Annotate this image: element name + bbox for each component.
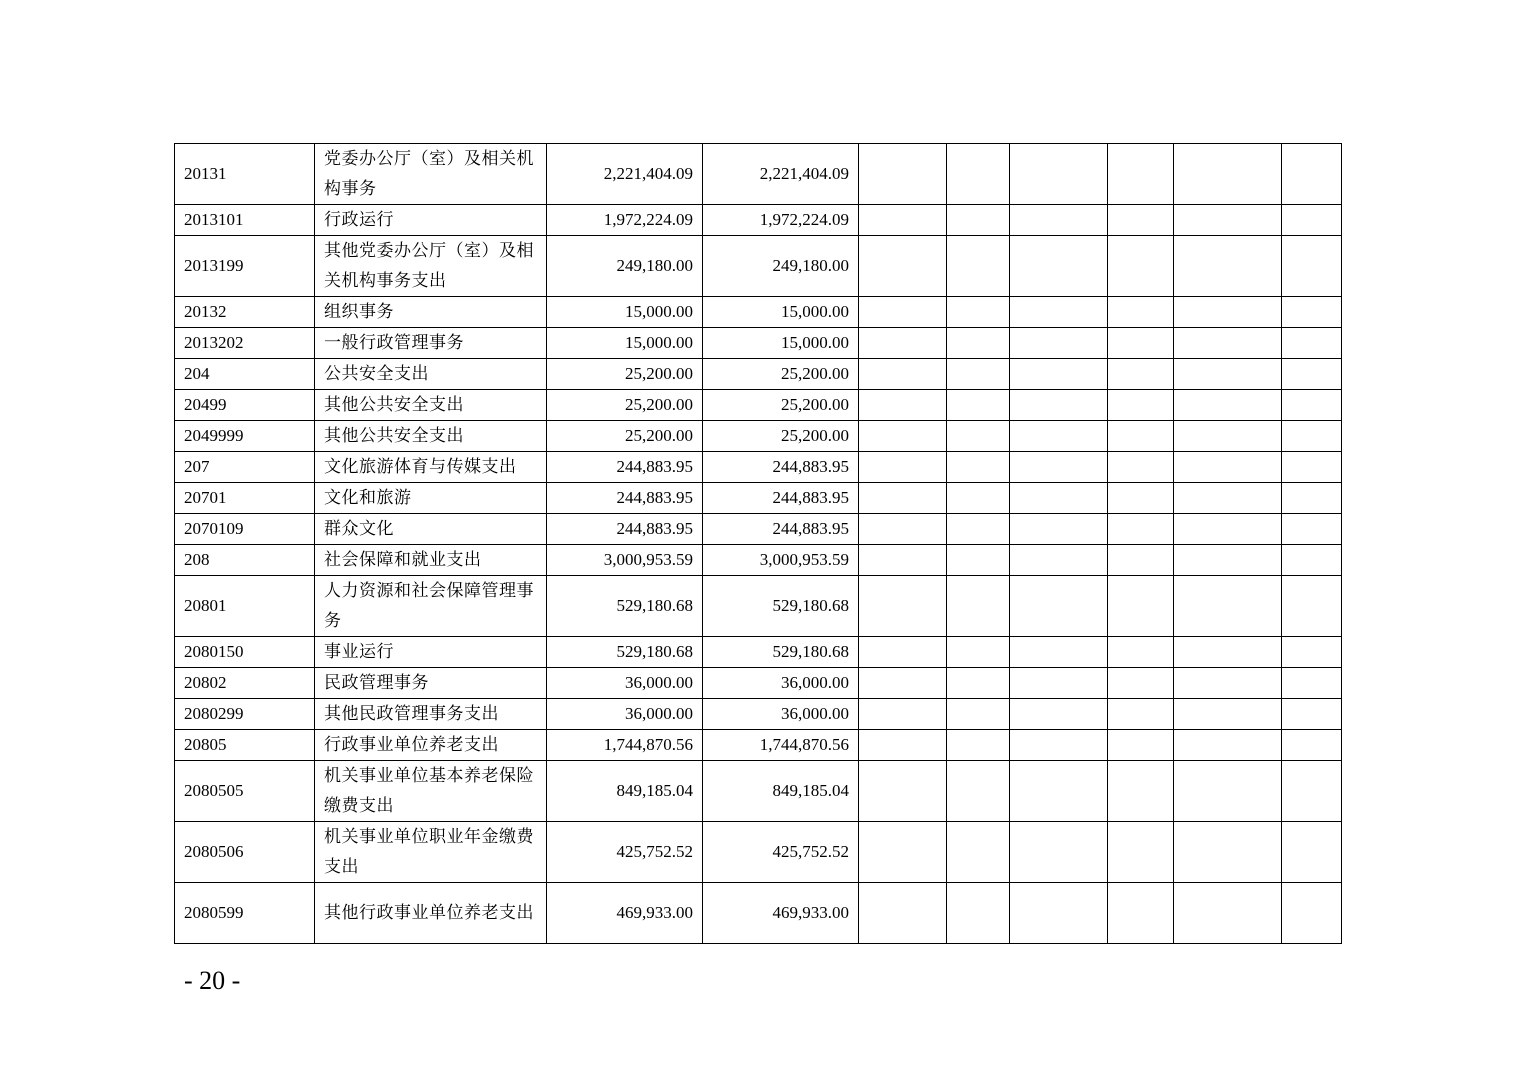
- function-name-cell: 机关事业单位职业年金缴费支出: [315, 822, 547, 883]
- empty-cell: [1010, 883, 1108, 944]
- empty-cell: [947, 637, 1010, 668]
- empty-cell: [859, 236, 947, 297]
- empty-cell: [1010, 297, 1108, 328]
- empty-cell: [1282, 576, 1342, 637]
- empty-cell: [947, 822, 1010, 883]
- basic-expenditure-cell: 25,200.00: [703, 359, 859, 390]
- total-amount-cell: 425,752.52: [547, 822, 703, 883]
- function-code-cell: 2049999: [175, 421, 315, 452]
- total-amount-cell: 36,000.00: [547, 668, 703, 699]
- total-amount-cell: 3,000,953.59: [547, 545, 703, 576]
- function-code-cell: 20131: [175, 144, 315, 205]
- table-row: [175, 761, 1342, 822]
- total-amount-cell: 244,883.95: [547, 514, 703, 545]
- empty-cell: [1174, 668, 1282, 699]
- empty-cell: [1282, 205, 1342, 236]
- function-code-cell: 20132: [175, 297, 315, 328]
- empty-cell: [1174, 730, 1282, 761]
- total-amount-cell: 529,180.68: [547, 576, 703, 637]
- empty-cell: [947, 328, 1010, 359]
- empty-cell: [1010, 545, 1108, 576]
- empty-cell: [1282, 297, 1342, 328]
- empty-cell: [1174, 328, 1282, 359]
- empty-cell: [1108, 359, 1174, 390]
- empty-cell: [947, 421, 1010, 452]
- basic-expenditure-cell: 849,185.04: [703, 761, 859, 822]
- basic-expenditure-cell: 25,200.00: [703, 390, 859, 421]
- empty-cell: [1010, 390, 1108, 421]
- empty-cell: [1174, 452, 1282, 483]
- table-row: [175, 822, 1342, 883]
- function-name-cell: 其他民政管理事务支出: [315, 699, 547, 730]
- function-code-cell: 2013199: [175, 236, 315, 297]
- empty-cell: [1282, 514, 1342, 545]
- empty-cell: [1108, 514, 1174, 545]
- empty-cell: [1010, 421, 1108, 452]
- empty-cell: [947, 297, 1010, 328]
- empty-cell: [1010, 668, 1108, 699]
- total-amount-cell: 15,000.00: [547, 297, 703, 328]
- empty-cell: [1010, 452, 1108, 483]
- empty-cell: [947, 668, 1010, 699]
- basic-expenditure-cell: 3,000,953.59: [703, 545, 859, 576]
- empty-cell: [1108, 421, 1174, 452]
- empty-cell: [1108, 328, 1174, 359]
- function-name-cell: 事业运行: [315, 637, 547, 668]
- function-name-cell: 党委办公厅（室）及相关机构事务: [315, 144, 547, 205]
- total-amount-cell: 244,883.95: [547, 452, 703, 483]
- basic-expenditure-cell: 1,744,870.56: [703, 730, 859, 761]
- basic-expenditure-cell: 2,221,404.09: [703, 144, 859, 205]
- function-name-cell: 社会保障和就业支出: [315, 545, 547, 576]
- budget-table: [174, 143, 1342, 944]
- empty-cell: [859, 576, 947, 637]
- empty-cell: [1174, 576, 1282, 637]
- total-amount-cell: 1,972,224.09: [547, 205, 703, 236]
- empty-cell: [947, 545, 1010, 576]
- empty-cell: [1174, 359, 1282, 390]
- empty-cell: [1108, 668, 1174, 699]
- function-code-cell: 2070109: [175, 514, 315, 545]
- empty-cell: [1108, 545, 1174, 576]
- empty-cell: [947, 483, 1010, 514]
- empty-cell: [859, 328, 947, 359]
- function-name-cell: 其他党委办公厅（室）及相关机构事务支出: [315, 236, 547, 297]
- empty-cell: [859, 421, 947, 452]
- empty-cell: [1108, 236, 1174, 297]
- empty-cell: [947, 699, 1010, 730]
- empty-cell: [1174, 637, 1282, 668]
- empty-cell: [1174, 144, 1282, 205]
- empty-cell: [1174, 699, 1282, 730]
- empty-cell: [1282, 761, 1342, 822]
- empty-cell: [1174, 883, 1282, 944]
- empty-cell: [1282, 452, 1342, 483]
- function-name-cell: 机关事业单位基本养老保险缴费支出: [315, 761, 547, 822]
- empty-cell: [1010, 576, 1108, 637]
- empty-cell: [1108, 883, 1174, 944]
- function-code-cell: 2013202: [175, 328, 315, 359]
- empty-cell: [1010, 699, 1108, 730]
- empty-cell: [1282, 668, 1342, 699]
- empty-cell: [1010, 328, 1108, 359]
- empty-cell: [1282, 390, 1342, 421]
- total-amount-cell: 529,180.68: [547, 637, 703, 668]
- function-name-cell: 组织事务: [315, 297, 547, 328]
- function-code-cell: 20801: [175, 576, 315, 637]
- empty-cell: [947, 359, 1010, 390]
- function-code-cell: 2080150: [175, 637, 315, 668]
- empty-cell: [1108, 637, 1174, 668]
- empty-cell: [1282, 236, 1342, 297]
- empty-cell: [1108, 452, 1174, 483]
- table-row: [175, 236, 1342, 297]
- empty-cell: [1108, 297, 1174, 328]
- function-code-cell: 2080506: [175, 822, 315, 883]
- function-name-cell: 其他公共安全支出: [315, 421, 547, 452]
- table-row: [175, 205, 1342, 236]
- function-code-cell: 2080505: [175, 761, 315, 822]
- empty-cell: [1174, 236, 1282, 297]
- table-row: [175, 390, 1342, 421]
- function-code-cell: 2080299: [175, 699, 315, 730]
- function-code-cell: 2080599: [175, 883, 315, 944]
- total-amount-cell: 849,185.04: [547, 761, 703, 822]
- empty-cell: [859, 144, 947, 205]
- function-name-cell: 文化和旅游: [315, 483, 547, 514]
- table-body: [175, 144, 1342, 944]
- empty-cell: [1174, 822, 1282, 883]
- table-row: [175, 545, 1342, 576]
- empty-cell: [947, 236, 1010, 297]
- empty-cell: [947, 144, 1010, 205]
- table-row: [175, 730, 1342, 761]
- empty-cell: [859, 390, 947, 421]
- table-row: [175, 452, 1342, 483]
- empty-cell: [1108, 576, 1174, 637]
- basic-expenditure-cell: 244,883.95: [703, 514, 859, 545]
- empty-cell: [1108, 483, 1174, 514]
- total-amount-cell: 36,000.00: [547, 699, 703, 730]
- empty-cell: [859, 761, 947, 822]
- function-code-cell: 20805: [175, 730, 315, 761]
- empty-cell: [1174, 390, 1282, 421]
- empty-cell: [947, 390, 1010, 421]
- total-amount-cell: 244,883.95: [547, 483, 703, 514]
- table-row: [175, 699, 1342, 730]
- empty-cell: [1108, 761, 1174, 822]
- empty-cell: [1010, 483, 1108, 514]
- empty-cell: [1282, 730, 1342, 761]
- function-name-cell: 公共安全支出: [315, 359, 547, 390]
- table-row: [175, 359, 1342, 390]
- empty-cell: [859, 359, 947, 390]
- empty-cell: [947, 761, 1010, 822]
- total-amount-cell: 25,200.00: [547, 421, 703, 452]
- empty-cell: [1108, 390, 1174, 421]
- function-name-cell: 行政运行: [315, 205, 547, 236]
- table-row: [175, 144, 1342, 205]
- function-code-cell: 204: [175, 359, 315, 390]
- total-amount-cell: 2,221,404.09: [547, 144, 703, 205]
- function-name-cell: 一般行政管理事务: [315, 328, 547, 359]
- function-code-cell: 2013101: [175, 205, 315, 236]
- empty-cell: [1282, 883, 1342, 944]
- basic-expenditure-cell: 249,180.00: [703, 236, 859, 297]
- empty-cell: [1174, 297, 1282, 328]
- empty-cell: [1282, 483, 1342, 514]
- empty-cell: [1108, 144, 1174, 205]
- empty-cell: [1174, 545, 1282, 576]
- table-row: [175, 421, 1342, 452]
- table-row: [175, 328, 1342, 359]
- function-name-cell: 民政管理事务: [315, 668, 547, 699]
- empty-cell: [1174, 205, 1282, 236]
- basic-expenditure-cell: 529,180.68: [703, 637, 859, 668]
- empty-cell: [1174, 514, 1282, 545]
- table-row: [175, 668, 1342, 699]
- basic-expenditure-cell: 425,752.52: [703, 822, 859, 883]
- empty-cell: [859, 883, 947, 944]
- empty-cell: [1282, 144, 1342, 205]
- total-amount-cell: 249,180.00: [547, 236, 703, 297]
- function-name-cell: 其他公共安全支出: [315, 390, 547, 421]
- empty-cell: [1282, 359, 1342, 390]
- empty-cell: [859, 730, 947, 761]
- function-code-cell: 208: [175, 545, 315, 576]
- basic-expenditure-cell: 15,000.00: [703, 297, 859, 328]
- function-code-cell: 207: [175, 452, 315, 483]
- total-amount-cell: 1,744,870.56: [547, 730, 703, 761]
- basic-expenditure-cell: 244,883.95: [703, 483, 859, 514]
- empty-cell: [1010, 359, 1108, 390]
- empty-cell: [859, 297, 947, 328]
- empty-cell: [1174, 761, 1282, 822]
- basic-expenditure-cell: 36,000.00: [703, 699, 859, 730]
- empty-cell: [859, 822, 947, 883]
- function-name-cell: 人力资源和社会保障管理事务: [315, 576, 547, 637]
- empty-cell: [859, 545, 947, 576]
- empty-cell: [1010, 761, 1108, 822]
- table-row: [175, 637, 1342, 668]
- empty-cell: [859, 452, 947, 483]
- empty-cell: [1174, 421, 1282, 452]
- function-code-cell: 20701: [175, 483, 315, 514]
- empty-cell: [1108, 699, 1174, 730]
- empty-cell: [947, 452, 1010, 483]
- empty-cell: [947, 730, 1010, 761]
- empty-cell: [859, 637, 947, 668]
- empty-cell: [1282, 545, 1342, 576]
- empty-cell: [1108, 205, 1174, 236]
- function-name-cell: 行政事业单位养老支出: [315, 730, 547, 761]
- basic-expenditure-cell: 469,933.00: [703, 883, 859, 944]
- function-name-cell: 其他行政事业单位养老支出: [315, 883, 547, 944]
- function-code-cell: 20802: [175, 668, 315, 699]
- total-amount-cell: 15,000.00: [547, 328, 703, 359]
- basic-expenditure-cell: 25,200.00: [703, 421, 859, 452]
- empty-cell: [1010, 730, 1108, 761]
- empty-cell: [1282, 328, 1342, 359]
- empty-cell: [1282, 822, 1342, 883]
- function-name-cell: 群众文化: [315, 514, 547, 545]
- empty-cell: [859, 668, 947, 699]
- page-number: - 20 -: [184, 966, 241, 995]
- empty-cell: [947, 576, 1010, 637]
- empty-cell: [1010, 205, 1108, 236]
- empty-cell: [1010, 514, 1108, 545]
- empty-cell: [859, 699, 947, 730]
- empty-cell: [1010, 637, 1108, 668]
- empty-cell: [1108, 822, 1174, 883]
- empty-cell: [1108, 730, 1174, 761]
- function-code-cell: 20499: [175, 390, 315, 421]
- empty-cell: [947, 883, 1010, 944]
- basic-expenditure-cell: 244,883.95: [703, 452, 859, 483]
- empty-cell: [1010, 236, 1108, 297]
- table-row: [175, 483, 1342, 514]
- total-amount-cell: 25,200.00: [547, 359, 703, 390]
- empty-cell: [947, 205, 1010, 236]
- empty-cell: [1174, 483, 1282, 514]
- empty-cell: [1010, 144, 1108, 205]
- table-row: [175, 514, 1342, 545]
- empty-cell: [859, 514, 947, 545]
- empty-cell: [1282, 699, 1342, 730]
- basic-expenditure-cell: 15,000.00: [703, 328, 859, 359]
- table-row: [175, 576, 1342, 637]
- empty-cell: [859, 205, 947, 236]
- empty-cell: [1010, 822, 1108, 883]
- basic-expenditure-cell: 36,000.00: [703, 668, 859, 699]
- empty-cell: [947, 514, 1010, 545]
- table-row: [175, 883, 1342, 944]
- table-row: [175, 297, 1342, 328]
- basic-expenditure-cell: 1,972,224.09: [703, 205, 859, 236]
- basic-expenditure-cell: 529,180.68: [703, 576, 859, 637]
- function-name-cell: 文化旅游体育与传媒支出: [315, 452, 547, 483]
- empty-cell: [1282, 421, 1342, 452]
- total-amount-cell: 469,933.00: [547, 883, 703, 944]
- empty-cell: [859, 483, 947, 514]
- empty-cell: [1282, 637, 1342, 668]
- total-amount-cell: 25,200.00: [547, 390, 703, 421]
